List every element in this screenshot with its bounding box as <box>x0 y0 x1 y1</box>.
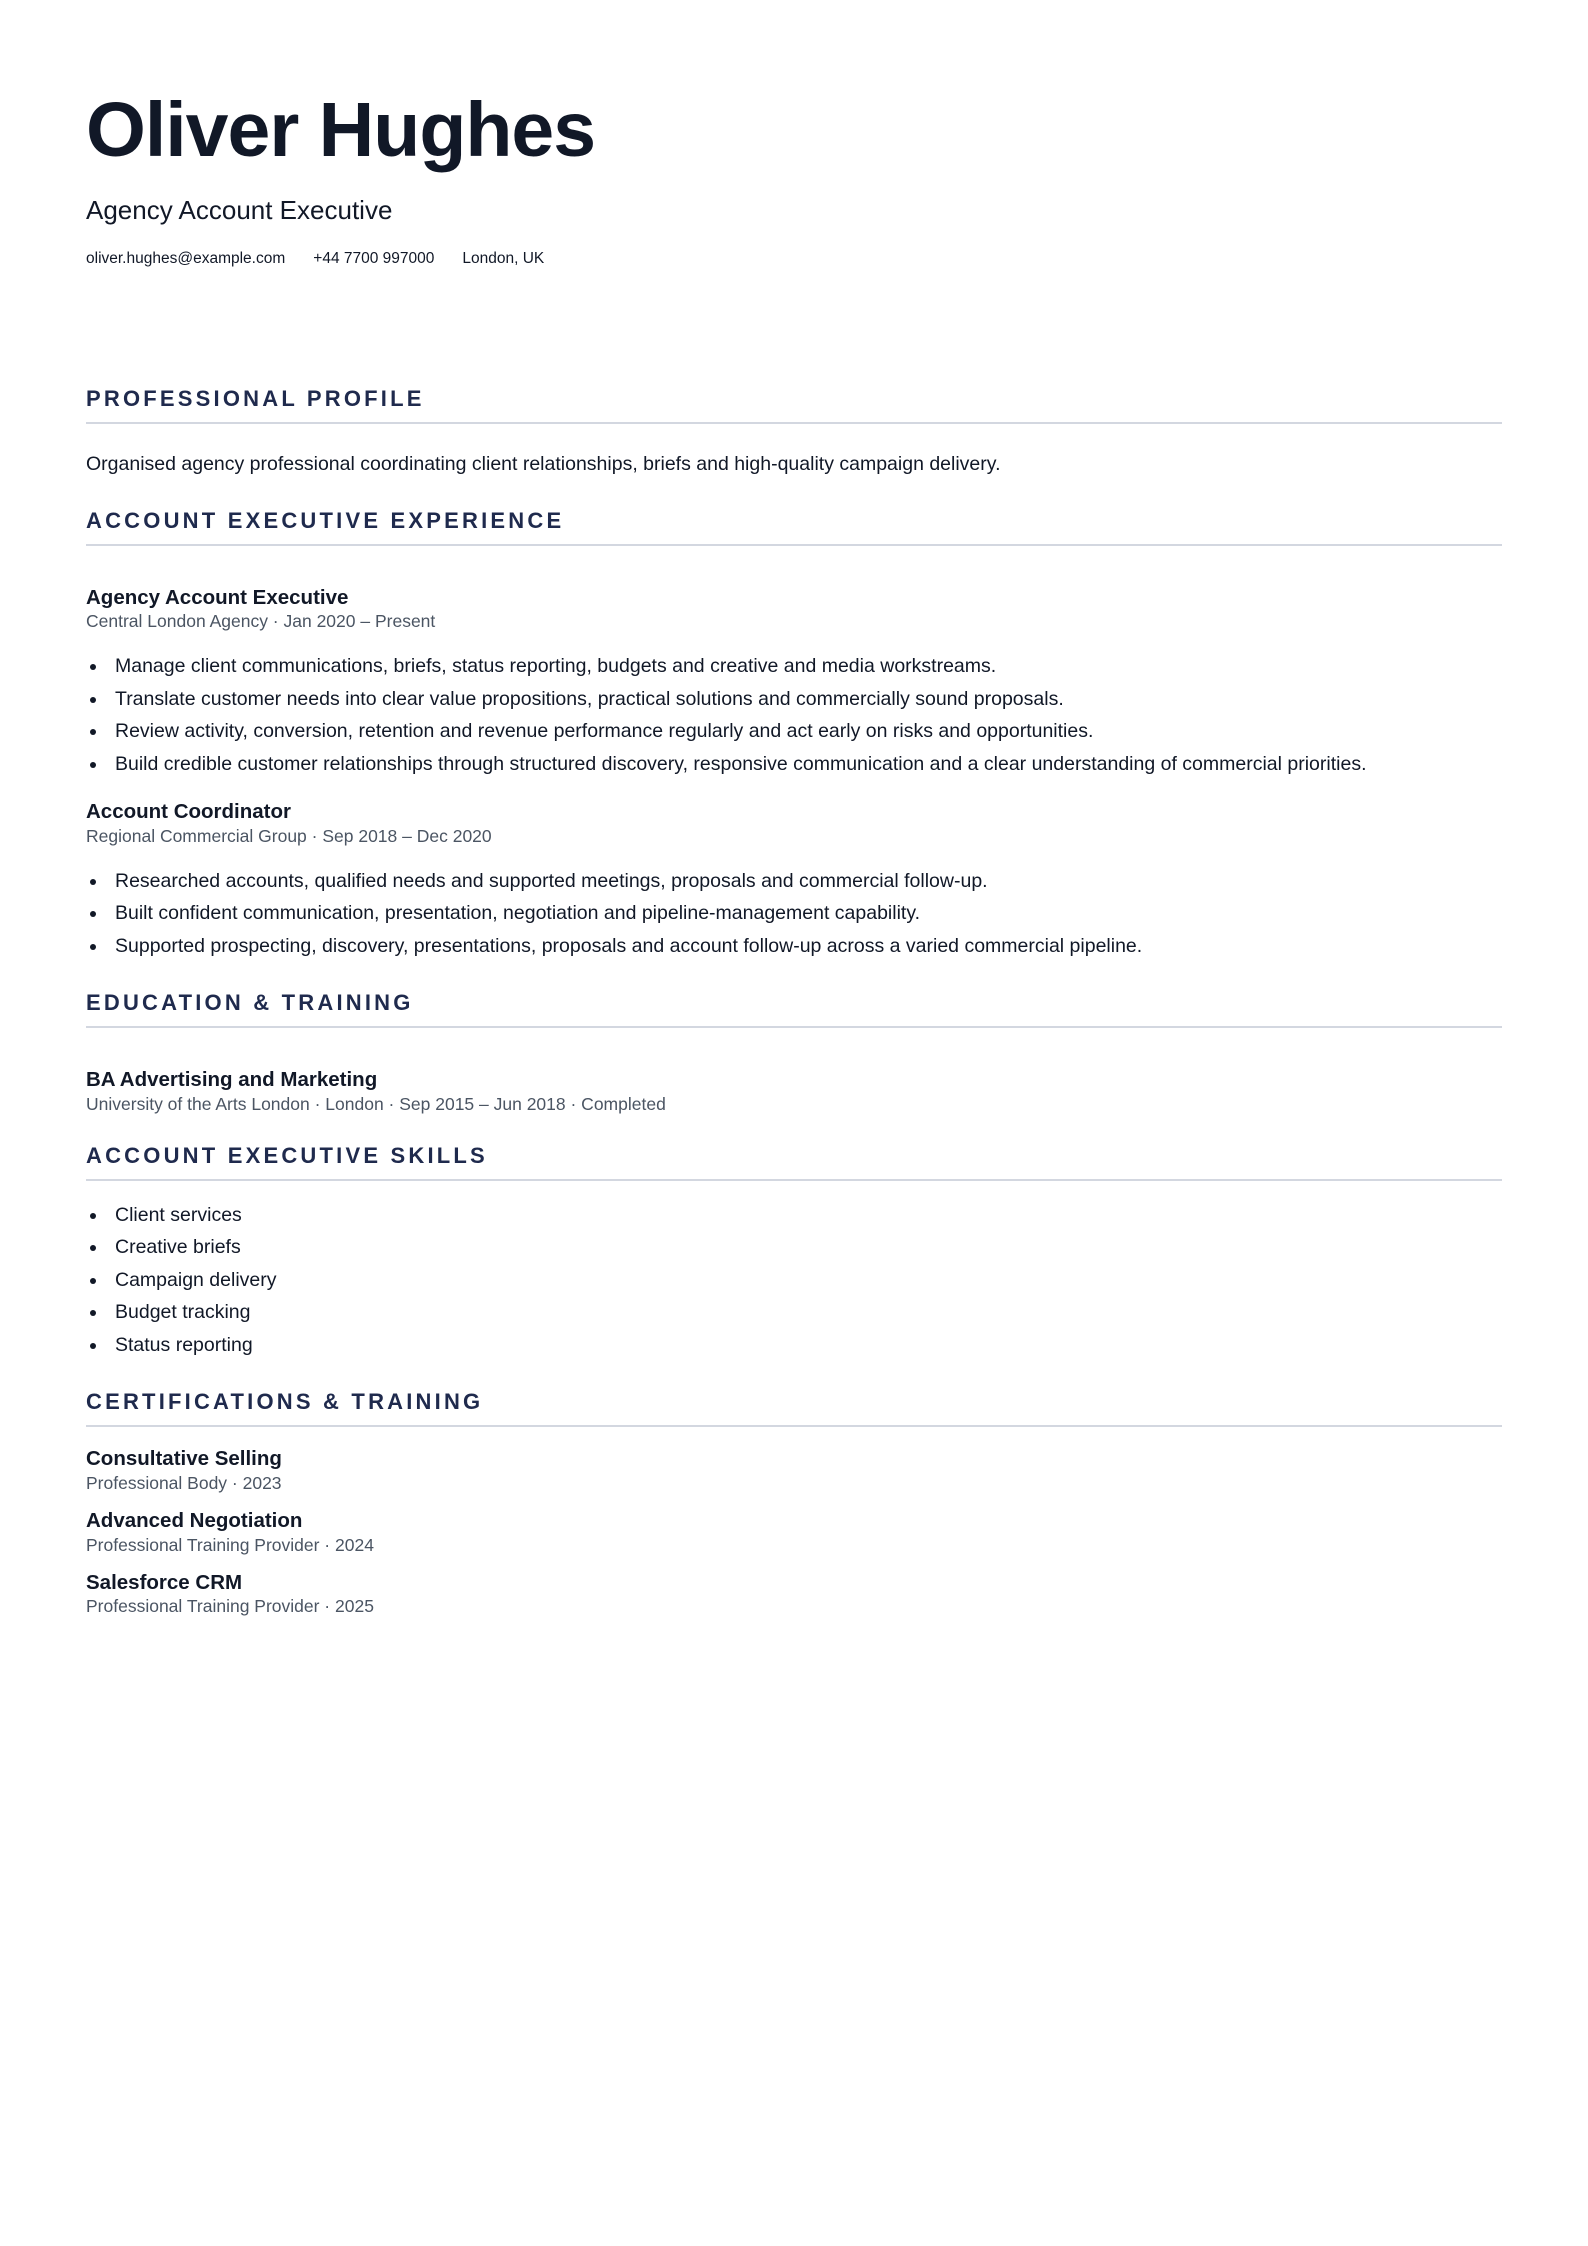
skills-list <box>86 1199 1502 1362</box>
section-title-education: EDUCATION & TRAINING <box>86 990 1502 1028</box>
skill-item: Campaign delivery <box>115 1264 1502 1297</box>
job-bullets <box>86 650 1502 780</box>
job-role: Account Coordinator <box>86 800 291 824</box>
section-title-experience: ACCOUNT EXECUTIVE EXPERIENCE <box>86 508 1502 546</box>
job-meta: Regional Commercial Group · Sep 2018 – Dec 2020 <box>86 825 492 846</box>
certification-entry <box>86 1447 1502 1494</box>
certification-name: Salesforce CRM <box>86 1570 243 1594</box>
resume-header <box>86 87 1502 268</box>
job-role: Agency Account Executive <box>86 585 349 609</box>
certification-entry <box>86 1509 1502 1556</box>
skill-item: Budget tracking <box>115 1296 1502 1329</box>
job-bullet: Manage client communications, briefs, status reporting, budgets and creative and media workstreams. <box>115 650 1502 683</box>
section-title-skills: ACCOUNT EXECUTIVE SKILLS <box>86 1143 1502 1181</box>
certification-entry <box>86 1571 1502 1618</box>
job-bullet: Supported prospecting, discovery, presentations, proposals and account follow-up across a varied commercial pipeline. <box>115 930 1502 963</box>
education-entry <box>86 1068 1502 1115</box>
skill-item: Status reporting <box>115 1329 1502 1362</box>
contact-phone[interactable]: +44 7700 997000 <box>313 250 435 268</box>
contact-location: London, UK <box>462 250 545 268</box>
job-entry <box>86 586 1502 781</box>
job-entry <box>86 800 1502 962</box>
job-bullet: Translate customer needs into clear value propositions, practical solutions and commercially sound proposals. <box>115 683 1502 716</box>
experience-section <box>86 508 1502 963</box>
profile-section <box>86 386 1502 477</box>
contact-details <box>86 250 1502 268</box>
skills-section <box>86 1143 1502 1362</box>
education-meta: University of the Arts London · London · Sep 2015 – Jun 2018 · Completed <box>86 1093 666 1114</box>
skill-item: Creative briefs <box>115 1231 1502 1264</box>
certification-meta: Professional Body · 2023 <box>86 1472 282 1493</box>
education-degree: BA Advertising and Marketing <box>86 1068 378 1092</box>
section-title-certifications: CERTIFICATIONS & TRAINING <box>86 1389 1502 1427</box>
job-bullet: Researched accounts, qualified needs and supported meetings, proposals and commercial follow-up. <box>115 865 1502 898</box>
job-bullet: Build credible customer relationships through structured discovery, responsive communication and a clear understanding of commercial priorities. <box>115 748 1502 781</box>
job-bullets <box>86 865 1502 963</box>
certifications-section <box>86 1389 1502 1617</box>
candidate-name: Oliver Hughes <box>86 87 596 173</box>
section-title-profile: PROFESSIONAL PROFILE <box>86 386 1502 424</box>
job-bullet: Review activity, conversion, retention and revenue performance regularly and act early on risks and opportunities. <box>115 715 1502 748</box>
contact-email[interactable]: oliver.hughes@example.com <box>86 250 286 268</box>
education-section <box>86 990 1502 1115</box>
certification-meta: Professional Training Provider · 2024 <box>86 1534 374 1555</box>
candidate-headline: Agency Account Executive <box>86 195 393 225</box>
job-bullet: Built confident communication, presentation, negotiation and pipeline-management capability. <box>115 897 1502 930</box>
certification-meta: Professional Training Provider · 2025 <box>86 1596 374 1617</box>
certification-name: Advanced Negotiation <box>86 1508 303 1532</box>
profile-summary: Organised agency professional coordinating client relationships, briefs and high-quality campaign delivery. <box>86 453 1001 476</box>
certification-name: Consultative Selling <box>86 1447 282 1471</box>
job-meta: Central London Agency · Jan 2020 – Present <box>86 611 436 632</box>
skill-item: Client services <box>115 1199 1502 1232</box>
